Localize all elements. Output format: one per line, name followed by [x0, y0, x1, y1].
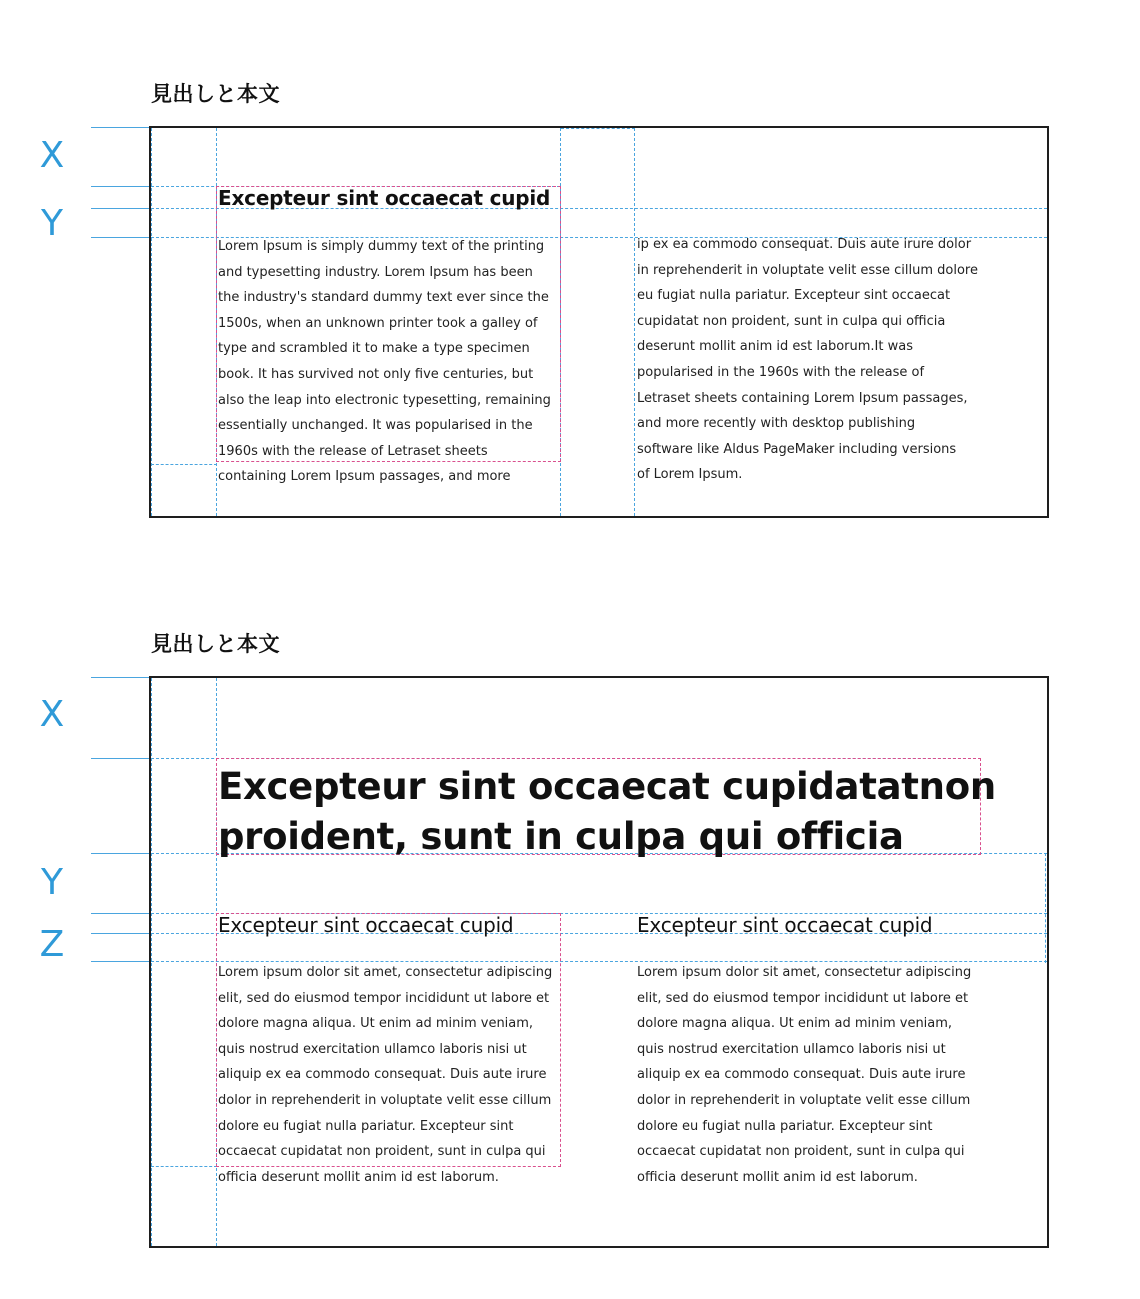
body-line: popularised in the 1960s with the release of	[637, 364, 925, 380]
body-line: of Lorem Ipsum.	[637, 467, 743, 483]
guide-line-horizontal	[151, 1166, 217, 1167]
body-line: Lorem ipsum dolor sit amet, consectetur adipiscing	[218, 965, 553, 980]
body-line: aliquip ex ea commodo consequat. Duis aute irure	[218, 1067, 547, 1083]
spacing-label-x: X	[39, 135, 65, 176]
body-line: quis nostrud exercitation ullamco laboris nisi ut	[218, 1041, 527, 1057]
body-line: book. It has survived not only five centuries, but	[218, 366, 534, 382]
body-line: essentially unchanged. It was popularised in the	[218, 418, 533, 434]
body-line: type and scrambled it to make a type specimen	[218, 341, 530, 357]
body-line: cupidatat non proident, sunt in culpa qui officia	[637, 313, 946, 329]
body-line: in reprehenderit in voluptate velit esse cillum dolore	[637, 262, 978, 278]
section-2-body-column-2	[637, 960, 971, 1190]
guide-line-vertical	[634, 128, 635, 516]
extension-line	[91, 186, 151, 187]
guide-line-horizontal	[151, 464, 217, 465]
spacing-label-y: Y	[41, 203, 63, 244]
body-line: also the leap into electronic typesetting, remaining	[218, 392, 551, 408]
body-line: officia deserunt mollit anim id est laborum.	[218, 1169, 499, 1185]
body-line: elit, sed do eiusmod tempor incididunt ut labore et	[218, 990, 550, 1006]
body-line: Letraset sheets containing Lorem Ipsum passages,	[637, 390, 968, 406]
extension-line	[91, 127, 151, 128]
body-line: dolore eu fugiat nulla pariatur. Excepteur sint	[218, 1118, 514, 1134]
body-line: occaecat cupidatat non proident, sunt in culpa qui	[637, 1144, 965, 1160]
extension-line	[91, 853, 151, 854]
body-line: dolore magna aliqua. Ut enim ad minim veniam,	[218, 1016, 534, 1032]
guide-line-vertical	[151, 128, 152, 516]
section-2-body-column-1	[218, 960, 552, 1190]
extension-line	[91, 677, 151, 678]
body-line: Lorem ipsum dolor sit amet, consectetur adipiscing	[637, 965, 972, 980]
extension-line	[91, 913, 151, 914]
body-line: the industry's standard dummy text ever since the	[218, 290, 549, 306]
spacing-label-z: Z	[39, 924, 65, 965]
section-1-heading: Excepteur sint occaecat cupid	[218, 186, 551, 210]
guide-line-vertical	[151, 678, 152, 1246]
heading-line: non proident, sunt in culpa qui officia	[218, 765, 996, 858]
body-line: deserunt mollit anim id est laborum.It was	[637, 339, 913, 355]
body-line: ip ex ea commodo consequat. Duis aute irure dolor	[637, 237, 972, 252]
section-2-heading	[218, 762, 1140, 862]
body-line: eu fugiat nulla pariatur. Excepteur sint occaecat	[637, 288, 951, 304]
spacing-label-x: X	[39, 694, 65, 735]
body-line: aliquip ex ea commodo consequat. Duis aute irure	[637, 1067, 966, 1083]
body-line: software like Aldus PageMaker including versions	[637, 441, 957, 457]
heading-line: Excepteur sint occaecat cupidatat	[218, 765, 919, 808]
extension-line	[91, 933, 151, 934]
body-line: 1500s, when an unknown printer took a galley of	[218, 315, 538, 331]
section-2-subheading-2: Excepteur sint occaecat cupid	[637, 913, 933, 937]
body-line: Lorem Ipsum is simply dummy text of the printing	[218, 239, 545, 254]
guide-line-vertical	[1045, 853, 1046, 963]
body-line: dolor in reprehenderit in voluptate velit esse cillum	[218, 1092, 552, 1108]
body-line: and more recently with desktop publishing	[637, 416, 916, 432]
extension-line	[91, 961, 151, 962]
body-line: officia deserunt mollit anim id est laborum.	[637, 1169, 918, 1185]
section-2-subheading-1: Excepteur sint occaecat cupid	[218, 913, 514, 937]
body-line: dolore eu fugiat nulla pariatur. Excepteur sint	[637, 1118, 933, 1134]
body-line: quis nostrud exercitation ullamco laboris nisi ut	[637, 1041, 946, 1057]
section-2-title: 見出しと本文	[151, 632, 280, 656]
extension-line	[91, 237, 151, 238]
spacing-label-y: Y	[41, 862, 63, 903]
body-line: occaecat cupidatat non proident, sunt in culpa qui	[218, 1144, 546, 1160]
extension-line	[91, 208, 151, 209]
extension-line	[91, 758, 151, 759]
body-line: dolore magna aliqua. Ut enim ad minim veniam,	[637, 1016, 953, 1032]
guide-line-horizontal	[561, 128, 635, 129]
body-line: dolor in reprehenderit in voluptate velit esse cillum	[637, 1092, 971, 1108]
section-1-title: 見出しと本文	[151, 82, 280, 106]
section-1-body-column-2	[637, 232, 978, 488]
body-line: containing Lorem Ipsum passages, and more	[218, 469, 511, 485]
body-line: elit, sed do eiusmod tempor incididunt ut labore et	[637, 990, 969, 1006]
body-line: 1960s with the release of Letraset sheets	[218, 443, 488, 459]
section-1-body-column-1	[218, 234, 551, 490]
body-line: and typesetting industry. Lorem Ipsum has been	[218, 264, 533, 280]
